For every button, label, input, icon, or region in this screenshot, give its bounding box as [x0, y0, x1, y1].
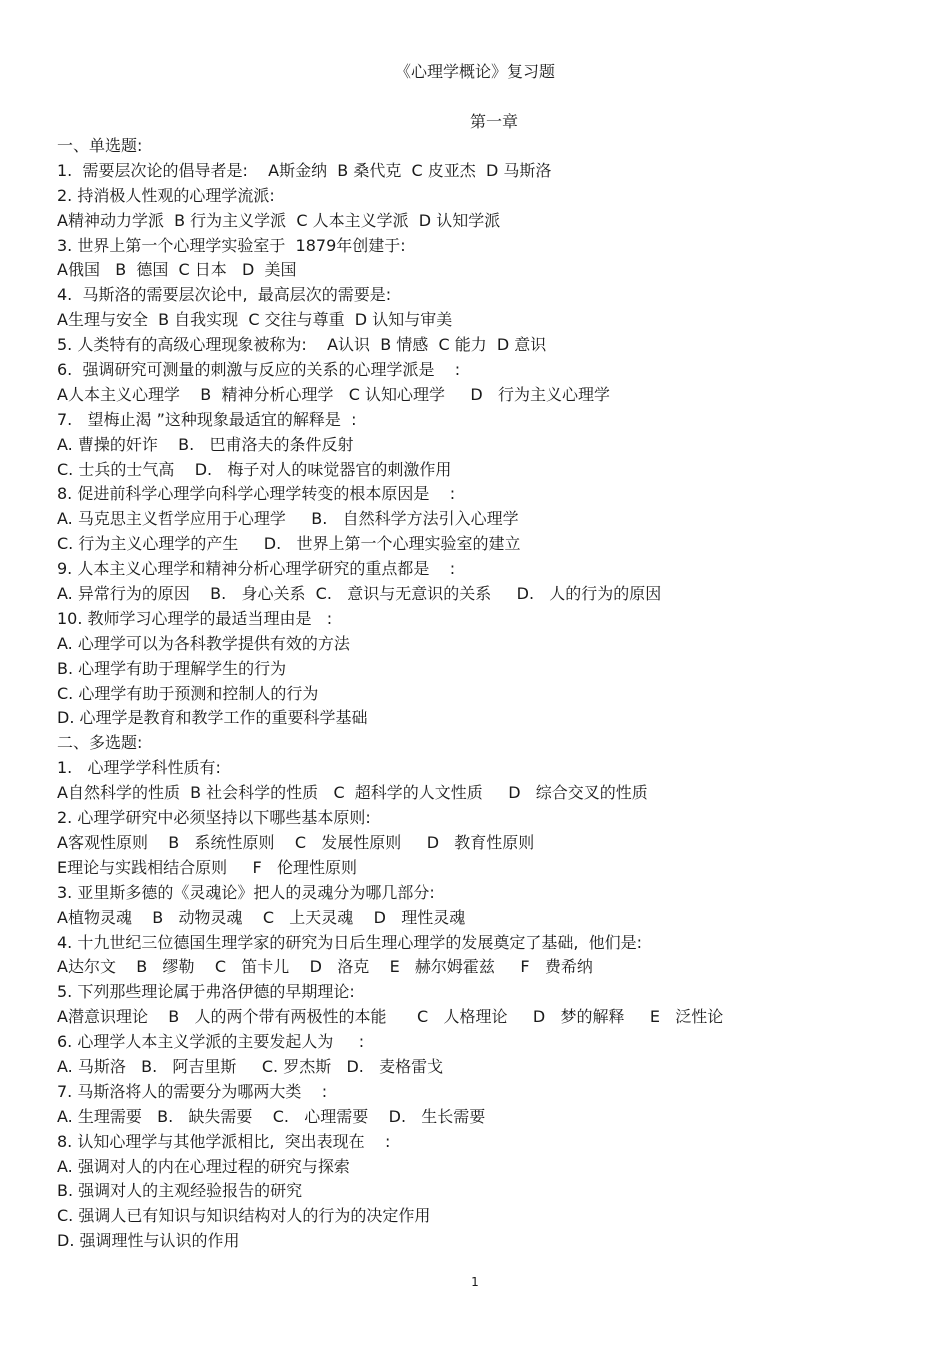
- document-body: [57, 134, 917, 1254]
- page-number: 1: [471, 1275, 479, 1289]
- text-line: 6. 强调研究可测量的刺激与反应的关系的心理学派是 :: [57, 360, 461, 380]
- text-line: D. 心理学是教育和教学工作的重要科学基础: [57, 708, 368, 728]
- text-line: C. 心理学有助于预测和控制人的行为: [57, 683, 319, 703]
- text-line: 一、单选题:: [57, 136, 143, 155]
- text-line: A潜意识理论 B 人的两个带有两极性的本能 C 人格理论 D 梦的解释 E 泛性论: [57, 1007, 724, 1027]
- text-line: 4. 马斯洛的需要层次论中, 最高层次的需要是:: [57, 285, 392, 305]
- text-line: D. 强调理性与认识的作用: [57, 1231, 240, 1251]
- text-line: A精神动力学派 B 行为主义学派 C 人本主义学派 D 认知学派: [57, 210, 501, 230]
- text-line: A达尔文 B 缪勒 C 笛卡儿 D 洛克 E 赫尔姆霍兹 F 费希纳: [57, 957, 593, 977]
- text-line: A俄国 B 德国 C 日本 D 美国: [57, 260, 297, 280]
- document-title: 《心理学概论》复习题: [394, 62, 555, 81]
- chapter-heading: 第一章: [469, 112, 518, 131]
- text-line: 2. 持消极人性观的心理学流派:: [57, 185, 275, 205]
- text-line: A植物灵魂 B 动物灵魂 C 上天灵魂 D 理性灵魂: [57, 907, 466, 927]
- text-line: 2. 心理学研究中必须坚持以下哪些基本原则:: [57, 808, 371, 828]
- text-line: 3. 亚里斯多德的《灵魂论》把人的灵魂分为哪几部分:: [57, 882, 435, 902]
- text-line: C. 行为主义心理学的产生 D. 世界上第一个心理实验室的建立: [57, 534, 521, 554]
- text-line: 5. 人类特有的高级心理现象被称为: A认识 B 情感 C 能力 D 意识: [57, 335, 547, 355]
- text-line: 10. 教师学习心理学的最适当理由是 :: [57, 608, 333, 628]
- text-line: C. 士兵的士气高 D. 梅子对人的味觉器官的刺激作用: [57, 459, 452, 479]
- text-line: 7. 马斯洛将人的需要分为哪两大类 :: [57, 1081, 328, 1101]
- text-line: A. 生理需要 B. 缺失需要 C. 心理需要 D. 生长需要: [57, 1106, 486, 1126]
- text-line: A自然科学的性质 B 社会科学的性质 C 超科学的人文性质 D 综合交叉的性质: [57, 783, 648, 803]
- text-line: 7. 望梅止渴 ”这种现象最适宜的解释是 :: [57, 409, 357, 429]
- text-line: A人本主义心理学 B 精神分析心理学 C 认知心理学 D 行为主义心理学: [57, 384, 610, 404]
- text-line: A. 马斯洛 B. 阿吉里斯 C. 罗杰斯 D. 麦格雷戈: [57, 1056, 444, 1076]
- text-line: A. 强调对人的内在心理过程的研究与探索: [57, 1156, 350, 1176]
- text-line: E理论与实践相结合原则 F 伦理性原则: [57, 857, 358, 877]
- text-line: 二、多选题:: [57, 733, 143, 753]
- text-line: 3. 世界上第一个心理学实验室于 1879年创建于:: [57, 235, 406, 255]
- text-line: A. 曹操的奸诈 B. 巴甫洛夫的条件反射: [57, 434, 354, 454]
- text-line: A. 异常行为的原因 B. 身心关系 C. 意识与无意识的关系 D. 人的行为的原因: [57, 584, 662, 604]
- text-line: A生理与安全 B 自我实现 C 交往与尊重 D 认知与审美: [57, 310, 453, 330]
- text-line: 8. 促进前科学心理学向科学心理学转变的根本原因是 :: [57, 484, 456, 504]
- text-line: A. 心理学可以为各科教学提供有效的方法: [57, 633, 350, 653]
- text-line: 4. 十九世纪三位德国生理学家的研究为日后生理心理学的发展奠定了基础, 他们是:: [57, 932, 643, 952]
- text-line: B. 强调对人的主观经验报告的研究: [57, 1181, 303, 1201]
- text-line: 1. 心理学学科性质有:: [57, 758, 221, 778]
- text-line: A客观性原则 B 系统性原则 C 发展性原则 D 教育性原则: [57, 832, 535, 852]
- text-line: C. 强调人已有知识与知识结构对人的行为的决定作用: [57, 1206, 431, 1226]
- text-line: 5. 下列那些理论属于弗洛伊德的早期理论:: [57, 982, 355, 1002]
- text-line: 6. 心理学人本主义学派的主要发起人为 :: [57, 1032, 365, 1052]
- text-line: 8. 认知心理学与其他学派相比, 突出表现在 :: [57, 1131, 391, 1151]
- text-line: A. 马克思主义哲学应用于心理学 B. 自然科学方法引入心理学: [57, 509, 519, 529]
- text-line: 1. 需要层次论的倡导者是: A斯金纳 B 桑代克 C 皮亚杰 D 马斯洛: [57, 160, 552, 180]
- text-line: 9. 人本主义心理学和精神分析心理学研究的重点都是 :: [57, 559, 456, 579]
- text-line: B. 心理学有助于理解学生的行为: [57, 658, 287, 678]
